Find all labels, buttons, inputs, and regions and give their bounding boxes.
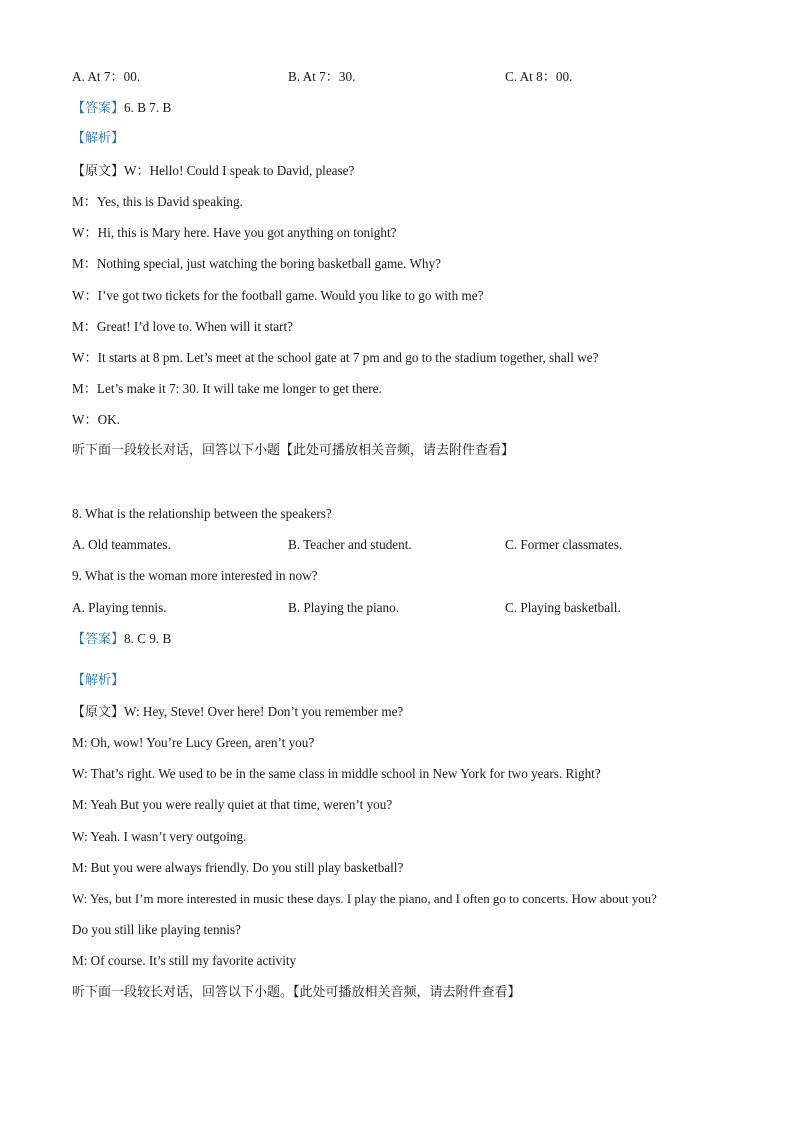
- transcript-text: W: Hey, Steve! Over here! Don’t you remember me?: [124, 704, 404, 719]
- answer-line-6-7: [72, 99, 171, 118]
- transcript-line: W：I’ve got two tickets for the football game. Would you like to go with me?: [72, 288, 484, 303]
- transcript-line: M: Yeah But you were really quiet at that time, weren’t you?: [72, 797, 393, 812]
- q8-option-c: C. Former classmates.: [505, 537, 623, 552]
- transcript-line: M：Let’s make it 7: 30. It will take me longer to get there.: [72, 381, 382, 396]
- answer-text: 8. C 9. B: [124, 631, 172, 646]
- transcript-line: M: Oh, wow! You’re Lucy Green, aren’t you?: [72, 735, 315, 750]
- answer-text: 6. B 7. B: [124, 100, 172, 115]
- listening-instruction: 听下面一段较长对话，回答以下小题【此处可播放相关音频，请去附件查看】: [72, 443, 515, 458]
- question-8: 8. What is the relationship between the speakers?: [72, 506, 332, 521]
- answer-line-8-9: [72, 630, 171, 649]
- transcript-line: W: Yeah. I wasn’t very outgoing.: [72, 829, 247, 844]
- transcript-line: W：It starts at 8 pm. Let’s meet at the school gate at 7 pm and go to the stadium together, shall we?: [72, 350, 599, 365]
- question-9: 9. What is the woman more interested in now?: [72, 568, 318, 583]
- transcript-line: [72, 162, 354, 181]
- q8-option-a: A. Old teammates.: [72, 537, 171, 552]
- transcript-line: Do you still like playing tennis?: [72, 922, 241, 937]
- transcript-line: M: Of course. It’s still my favorite activity: [72, 953, 297, 968]
- analysis-tag: 【解析】: [72, 673, 125, 688]
- transcript-line: M: But you were always friendly. Do you still play basketball?: [72, 860, 404, 875]
- q9-option-c: C. Playing basketball.: [505, 600, 621, 615]
- transcript-line: M：Yes, this is David speaking.: [72, 194, 243, 209]
- q7-option-a: A. At 7：00.: [72, 69, 141, 84]
- q9-option-b: B. Playing the piano.: [288, 600, 399, 615]
- source-tag: 【原文】: [72, 164, 125, 179]
- listening-instruction: 听下面一段较长对话，回答以下小题。【此处可播放相关音频，请去附件查看】: [72, 985, 521, 1000]
- transcript-text: W：Hello! Could I speak to David, please?: [124, 163, 355, 178]
- q7-option-c: C. At 8：00.: [505, 69, 573, 84]
- transcript-line: [72, 703, 403, 722]
- q9-option-a: A. Playing tennis.: [72, 600, 167, 615]
- transcript-line: W：Hi, this is Mary here. Have you got anything on tonight?: [72, 225, 397, 240]
- q8-option-b: B. Teacher and student.: [288, 537, 412, 552]
- transcript-line: W：OK.: [72, 412, 120, 427]
- q7-option-b: B. At 7：30.: [288, 69, 356, 84]
- answer-tag: 【答案】: [72, 101, 125, 116]
- transcript-line: W: Yes, but I’m more interested in music these days. I play the piano, and I often go to concerts. How about you?: [72, 892, 657, 906]
- transcript-line: M：Nothing special, just watching the boring basketball game. Why?: [72, 256, 441, 271]
- transcript-line: M：Great! I’d love to. When will it start?: [72, 319, 293, 334]
- transcript-line: W: That’s right. We used to be in the same class in middle school in New York for two years. Right?: [72, 766, 601, 781]
- source-tag: 【原文】: [72, 705, 125, 720]
- analysis-tag: 【解析】: [72, 131, 125, 146]
- answer-tag: 【答案】: [72, 632, 125, 647]
